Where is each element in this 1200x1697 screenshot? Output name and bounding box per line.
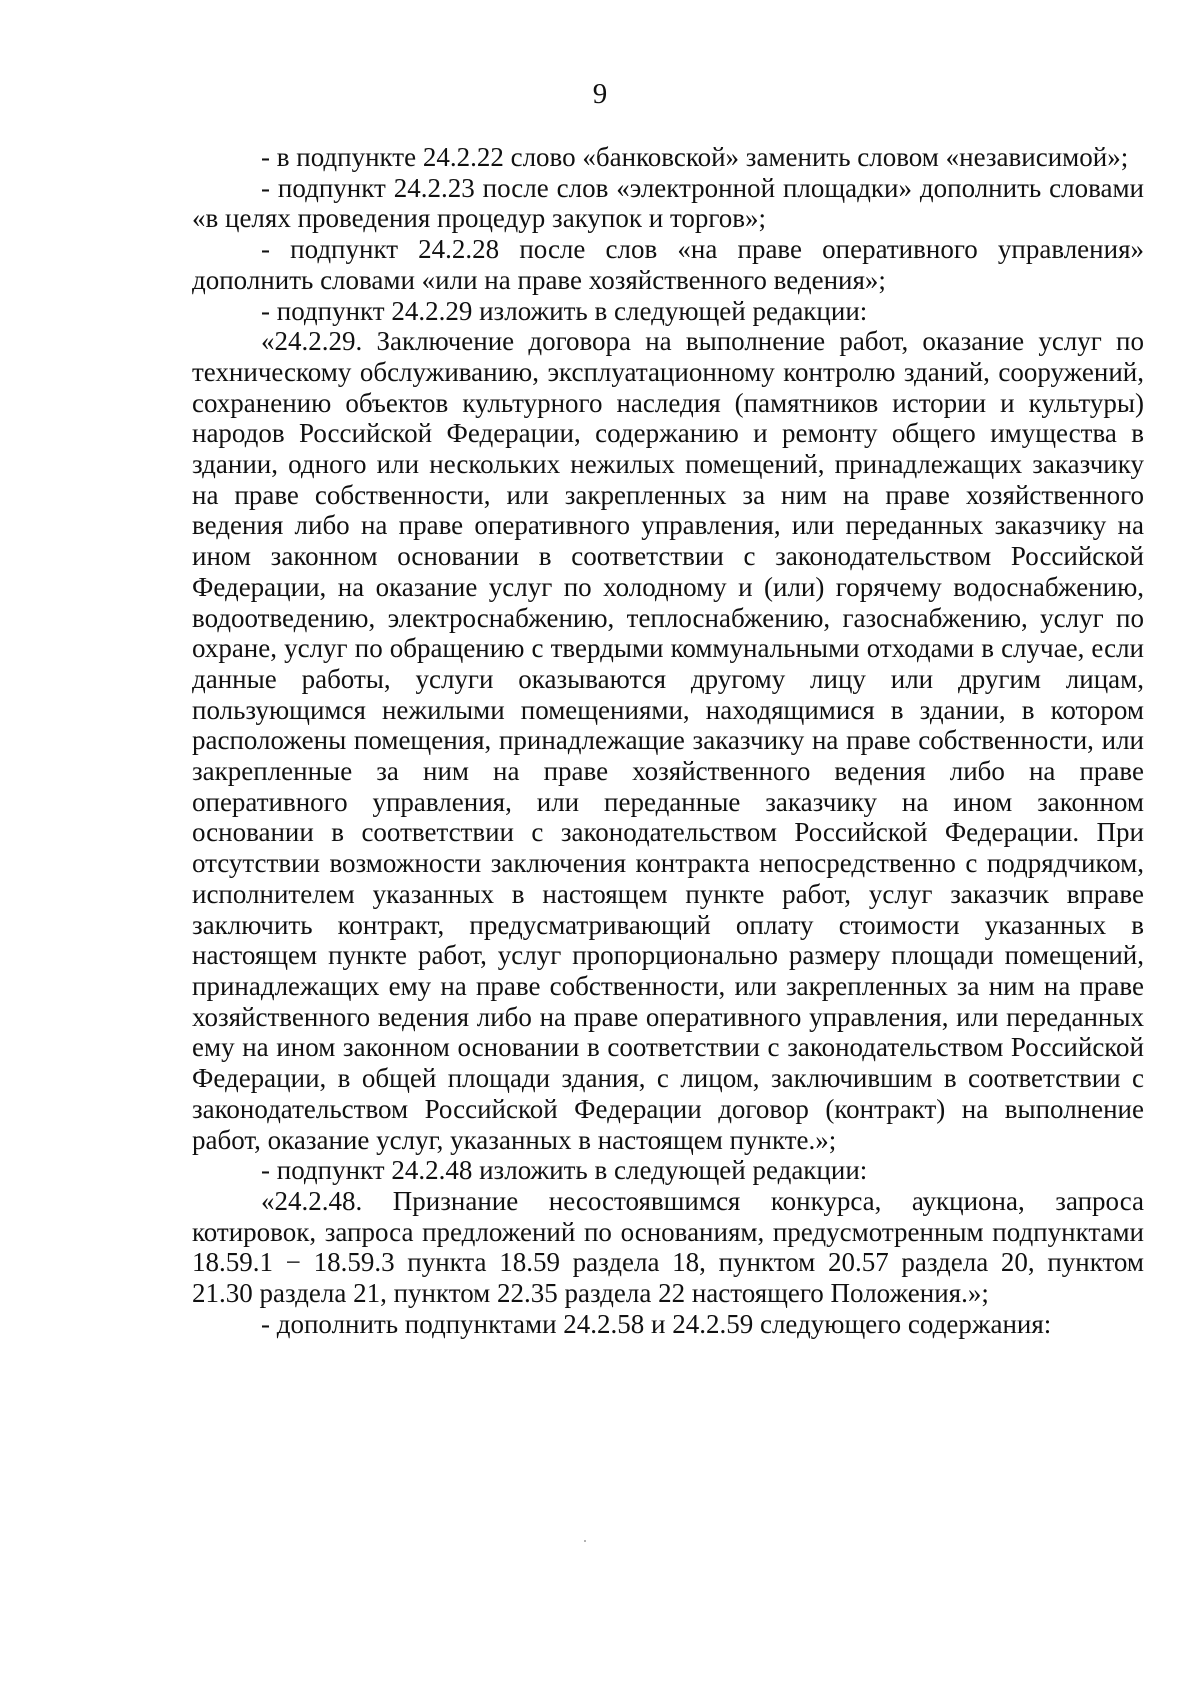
clause-24-2-48-text: «24.2.48. Признание несостоявшимся конкурса, аукциона, запроса котировок, запроса предложений по основаниям, предусмотренным подпунктами 18.59.1 − 18.59.3 пункта 18.59 раздела 18, пунктом 20.57 раздела 20, пунктом 21.30 раздела 21, пунктом 22.35 раздела 22 настоящего Положения.»; [192, 1185, 1144, 1309]
amendment-24-2-22: - в подпункте 24.2.22 слово «банковской» заменить словом «независимой»; [261, 142, 1129, 172]
amendment-24-2-23: - подпункт 24.2.23 после слов «электронной площадки» дополнить словами «в целях проведения процедур закупок и торгов»; [192, 172, 1144, 234]
amendment-24-2-48-intro: - подпункт 24.2.48 изложить в следующей редакции: [261, 1155, 868, 1186]
page-number: 9 [592, 78, 608, 110]
amendment-24-2-28: - подпункт 24.2.28 после слов «на праве оперативного управления» дополнить словами «или на праве хозяйственного ведения»; [192, 234, 1144, 295]
document-body [192, 142, 1144, 1339]
scan-artifact [584, 1540, 586, 1542]
clause-24-2-29-text: «24.2.29. Заключение договора на выполнение работ, оказание услуг по техническому обслуживанию, эксплуатационному контролю зданий, сооружений, сохранению объектов культурного наследия (памятников истории и культуры) народов Российской Федерации, содержанию и ремонту общего имущества в здании, одного или нескольких нежилых помещений, принадлежащих заказчику на праве собственности, или закрепленных за ним на праве хозяйственного ведения либо на праве оперативного управления, или переданных заказчику на ином законном основании в соответствии с законодательством Российской Федерации, на оказание услуг по холодному и (или) горячему водоснабжению, водоотведению, электроснабжению, теплоснабжению, газоснабжению, услуг по охране, услуг по обращению с твердыми коммунальными отходами в случае, если данные работы, услуги оказываются другому лицу или другим лицам, пользующимся нежилыми помещениями, находящимися в здании, в котором расположены помещения, принадлежащие заказчику на праве собственности, или закрепленные за ним на праве хозяйственного ведения либо на праве оперативного управления, или переданные заказчику на ином законном основании в соответствии с законодательством Российской Федерации. При отсутствии возможности заключения контракта непосредственно с подрядчиком, исполнителем указанных в настоящем пункте работ, услуг заказчик вправе заключить контракт, предусматривающий оплату стоимости указанных в настоящем пункте работ, услуг пропорционально размеру площади помещений, принадлежащих ему на праве собственности, или закрепленных за ним на праве хозяйственного ведения либо на праве оперативного управления, или переданных ему на ином законном основании в соответствии с законодательством Российской Федерации, в общей площади здания, с лицом, заключившим в соответствии с законодательством Российской Федерации договор (контракт) на выполнение работ, оказание услуг, указанных в настоящем пункте.»; [192, 326, 1144, 1155]
amendment-24-2-29-intro: - подпункт 24.2.29 изложить в следующей редакции: [261, 295, 868, 326]
amendment-24-2-58-59-intro: - дополнить подпунктами 24.2.58 и 24.2.59 следующего содержания: [261, 1308, 1052, 1339]
